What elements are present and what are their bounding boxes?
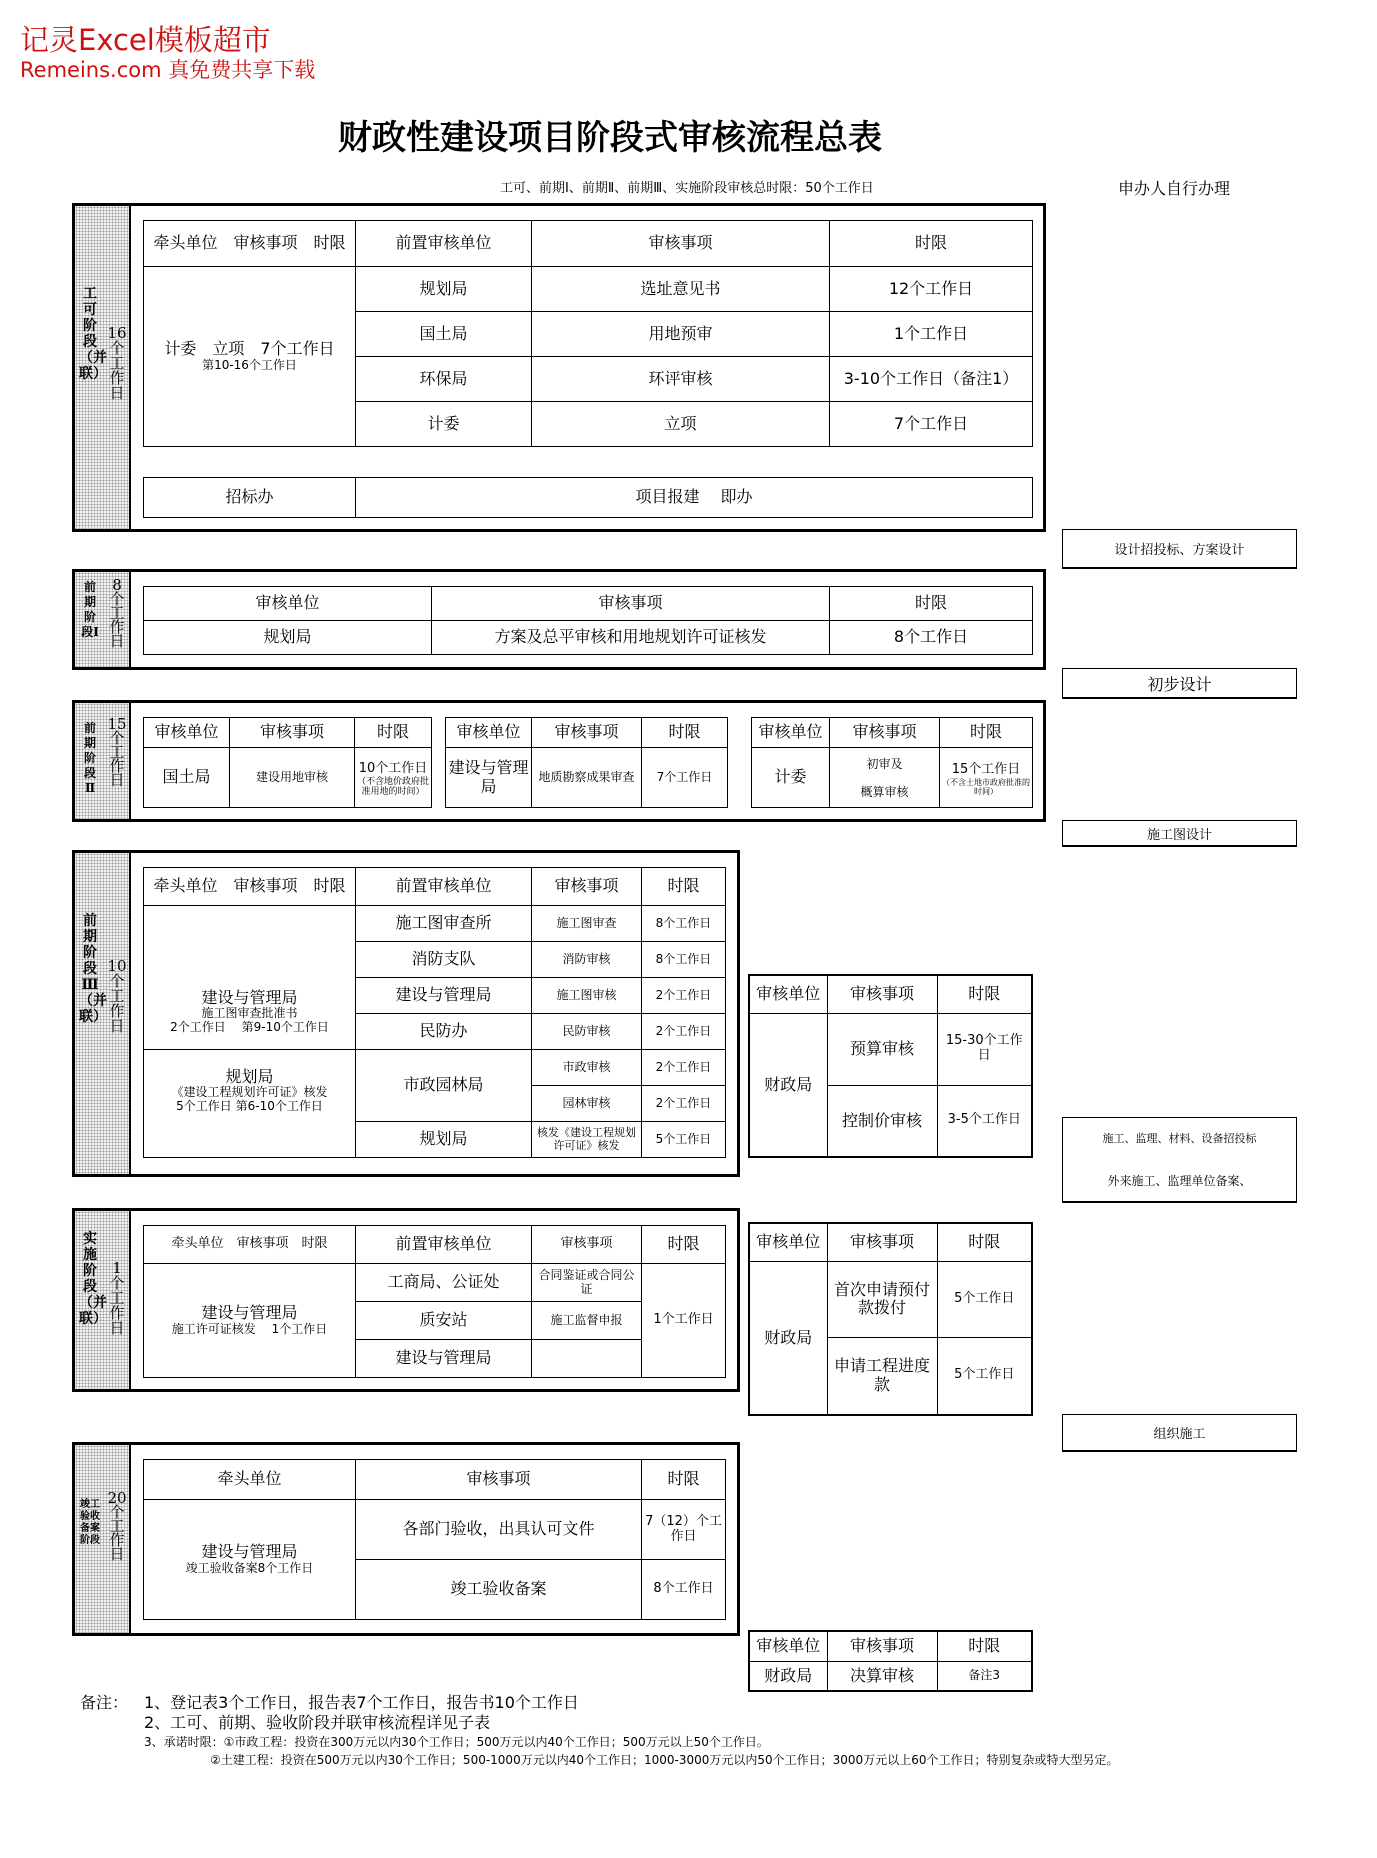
table-cell: 消防支队 (356, 942, 532, 978)
stage4-label: 前期阶段Ⅲ（并联） (79, 913, 107, 1025)
header-lead: 牵头单位 审核事项 时限 (144, 221, 356, 267)
stage4-table (143, 867, 726, 1158)
side-box-construction-drawing: 施工图设计 (1062, 820, 1297, 847)
total-time-summary: 工可、前期Ⅰ、前期Ⅱ、前期Ⅲ、实施阶段审核总时限：50个工作日 (500, 181, 874, 196)
stage3-table-3 (751, 717, 1033, 808)
table-header-cell: 审核事项 (827, 1223, 937, 1261)
stage3-days: 15个工作日 (107, 715, 127, 789)
note-4: ②土建工程：投资在500万元以内30个工作日；500-1000万元以内40个工作日；1000-3000万元以内50个工作日；3000万元以上60个工作日；特别复杂或特大型另定。 (210, 1753, 1119, 1767)
table-cell: 地质勘察成果审查 (532, 748, 642, 808)
table-cell: 申请工程进度款 (827, 1337, 937, 1415)
table-cell: 环保局 (356, 357, 532, 402)
stage6-section (72, 1442, 740, 1636)
stage1-lead-cell: 计委 立项 7个工作日 第10-16个工作日 (144, 267, 356, 447)
table-cell: 各部门验收，出具认可文件 (356, 1500, 642, 1560)
table-cell: 环评审核 (532, 357, 830, 402)
table-cell: 核发《建设工程规划许可证》核发 (532, 1122, 642, 1158)
table-cell: 计委 (752, 748, 830, 808)
table-header-cell: 审核单位 (752, 718, 830, 748)
stage4-section (72, 850, 740, 1177)
table-cell: 15个工作日 （不含土地市政府批准的时间） (940, 748, 1033, 808)
table-header-cell: 审核单位 (144, 587, 432, 621)
header-pre-unit: 前置审核单位 (356, 221, 532, 267)
table-header-cell: 审核事项 (830, 718, 940, 748)
table-cell (532, 1340, 642, 1378)
table-cell: 首次申请预付款拨付 (827, 1261, 937, 1337)
stage6-lead-cell: 建设与管理局 竣工验收备案8个工作日 (144, 1500, 356, 1620)
notes-label: 备注： (80, 1693, 129, 1712)
table-cell: 财政局 (749, 1261, 827, 1415)
table-cell: 规划局 (356, 1122, 532, 1158)
table-cell: 建设与管理局 (446, 748, 532, 808)
table-cell: 决算审核 (827, 1661, 937, 1691)
stage6-finance-table (748, 1630, 1033, 1692)
side-box-preliminary-design: 初步设计 (1062, 668, 1297, 699)
stage1-section (72, 203, 1046, 532)
side-box-bidding-line2: 外来施工、监理单位备案、 (1107, 1174, 1252, 1188)
table-header-cell: 牵头单位 (144, 1460, 356, 1500)
table-cell: 1个工作日 (830, 312, 1033, 357)
stage3-section (72, 700, 1046, 822)
table-header-cell: 时限 (937, 1223, 1032, 1261)
table-header-cell: 审核单位 (144, 718, 230, 748)
table-cell: 规划局 (356, 267, 532, 312)
table-cell: 规划局 (144, 621, 432, 655)
table-cell: 7个工作日 (642, 748, 728, 808)
stage2-label: 前期阶段Ⅰ (81, 580, 99, 639)
table-cell: 5个工作日 (937, 1337, 1032, 1415)
table-header-cell: 审核单位 (446, 718, 532, 748)
table-cell: 初审及 概算审核 (830, 748, 940, 808)
stage1-table (143, 220, 1033, 447)
table-cell: 质安站 (356, 1302, 532, 1340)
table-cell: 竣工验收备案 (356, 1560, 642, 1620)
stage1-label: 工可阶段（并联） (79, 286, 107, 382)
note-1: 1、登记表3个工作日，报告表7个工作日，报告书10个工作日 (144, 1693, 579, 1712)
side-box-organize-construction: 组织施工 (1062, 1414, 1297, 1452)
table-header-cell: 审核事项 (827, 1631, 937, 1661)
side-box-design-bidding: 设计招投标、方案设计 (1062, 529, 1297, 569)
table-cell: 8个工作日 (830, 621, 1033, 655)
header-item: 审核事项 (532, 221, 830, 267)
stage2-table (143, 586, 1033, 655)
table-cell: 方案及总平审核和用地规划许可证核发 (432, 621, 830, 655)
table-cell: 建设用地审核 (230, 748, 355, 808)
table-cell: 3-5个工作日 (937, 1085, 1032, 1157)
table-cell: 10个工作日 （不含地价政府批准用地的时间） (355, 748, 432, 808)
header-pre-unit: 前置审核单位 (356, 1226, 532, 1264)
stage5-label: 实施阶段（并联） (79, 1231, 107, 1327)
note-2: 2、工可、前期、验收阶段并联审核流程详见子表 (144, 1713, 491, 1732)
table-cell: 5个工作日 (937, 1261, 1032, 1337)
header-time: 时限 (642, 1226, 726, 1264)
table-cell: 施工监督申报 (532, 1302, 642, 1340)
header-lead: 牵头单位 审核事项 时限 (144, 1226, 356, 1264)
table-cell: 合同鉴证或合同公证 (532, 1264, 642, 1302)
header-lead: 牵头单位 审核事项 时限 (144, 868, 356, 906)
table-cell: 建设与管理局 (356, 978, 532, 1014)
page-title: 财政性建设项目阶段式审核流程总表 (338, 118, 882, 158)
stage3-label: 前期阶段Ⅱ (83, 721, 96, 795)
table-header-cell: 时限 (830, 587, 1033, 621)
table-header-cell: 审核事项 (356, 1460, 642, 1500)
table-cell: 7个工作日 (830, 402, 1033, 447)
table-header-cell: 时限 (355, 718, 432, 748)
note-3: 3、承诺时限：①市政工程：投资在300万元以内30个工作日；500万元以内40个工作日；500万元以上50个工作日。 (144, 1735, 769, 1749)
stage5-table (143, 1225, 726, 1378)
table-header-cell: 时限 (642, 718, 728, 748)
table-header-cell: 审核单位 (749, 975, 827, 1013)
stage6-days: 20个工作日 (107, 1489, 127, 1563)
header-item: 审核事项 (532, 868, 642, 906)
table-cell: 消防审核 (532, 942, 642, 978)
stage6-table (143, 1459, 726, 1620)
table-cell: 15-30个工作日 (937, 1013, 1032, 1085)
stage5-days: 1个工作日 (109, 1259, 125, 1337)
stage4-finance-table (748, 974, 1033, 1158)
table-cell: 用地预审 (532, 312, 830, 357)
stage2-section (72, 569, 1046, 670)
notes-block (80, 1693, 1118, 1769)
header-pre-unit: 前置审核单位 (356, 868, 532, 906)
table-cell: 施工图审查 (532, 906, 642, 942)
table-header-cell: 审核单位 (749, 1223, 827, 1261)
table-cell: 12个工作日 (830, 267, 1033, 312)
table-cell: 备注3 (937, 1661, 1032, 1691)
side-box-bidding-filing (1062, 1117, 1297, 1203)
table-header-cell: 审核单位 (749, 1631, 827, 1661)
table-cell: 工商局、公证处 (356, 1264, 532, 1302)
stage4-days: 10个工作日 (107, 957, 127, 1035)
table-cell: 控制价审核 (827, 1085, 937, 1157)
table-cell: 2个工作日 (642, 1086, 726, 1122)
table-cell: 7（12）个工作日 (642, 1500, 726, 1560)
bid-item-cell: 项目报建 即办 (356, 478, 1033, 518)
table-header-cell: 时限 (642, 1460, 726, 1500)
table-cell: 园林审核 (532, 1086, 642, 1122)
self-handle-note: 申办人自行办理 (1118, 179, 1231, 198)
stage4-lead-cell-1: 建设与管理局 施工图审查批准书 2个工作日 第9-10个工作日 (144, 906, 356, 1050)
table-header-cell: 审核事项 (432, 587, 830, 621)
stage6-label: 竣工验收备案阶段 (80, 1499, 100, 1546)
stage3-table-1 (143, 717, 432, 808)
table-cell: 国土局 (144, 748, 230, 808)
table-header-cell: 审核事项 (532, 718, 642, 748)
table-cell: 5个工作日 (642, 1122, 726, 1158)
table-cell: 民防办 (356, 1014, 532, 1050)
table-cell: 计委 (356, 402, 532, 447)
table-cell: 8个工作日 (642, 1560, 726, 1620)
table-cell: 市政园林局 (356, 1050, 532, 1122)
table-header-cell: 时限 (940, 718, 1033, 748)
table-cell: 施工图审查所 (356, 906, 532, 942)
stage3-table-2 (445, 717, 728, 808)
watermark-line2: Remeins.com 真免费共享下载 (20, 58, 316, 82)
table-cell: 国土局 (356, 312, 532, 357)
table-cell: 建设与管理局 (356, 1340, 532, 1378)
table-cell: 8个工作日 (642, 906, 726, 942)
watermark-line1: 记灵Excel模板超市 (20, 23, 271, 57)
table-cell: 2个工作日 (642, 1050, 726, 1086)
table-cell: 3-10个工作日（备注1） (830, 357, 1033, 402)
stage5-finance-table (748, 1222, 1033, 1416)
table-cell: 施工图审核 (532, 978, 642, 1014)
bid-office-cell: 招标办 (144, 478, 356, 518)
header-time: 时限 (642, 868, 726, 906)
table-cell: 选址意见书 (532, 267, 830, 312)
table-header-cell: 审核事项 (827, 975, 937, 1013)
header-item: 审核事项 (532, 1226, 642, 1264)
table-header-cell: 时限 (937, 1631, 1032, 1661)
table-cell: 8个工作日 (642, 942, 726, 978)
table-header-cell: 审核事项 (230, 718, 355, 748)
table-cell: 2个工作日 (642, 1014, 726, 1050)
table-cell: 市政审核 (532, 1050, 642, 1086)
table-cell: 预算审核 (827, 1013, 937, 1085)
stage4-lead-cell-2: 规划局 《建设工程规划许可证》核发 5个工作日 第6-10个工作日 (144, 1050, 356, 1158)
stage5-lead-cell: 建设与管理局 施工许可证核发 1个工作日 (144, 1264, 356, 1378)
table-header-cell: 时限 (937, 975, 1032, 1013)
stage1-days: 16个工作日 (107, 324, 127, 402)
table-cell: 民防审核 (532, 1014, 642, 1050)
side-box-bidding-line1: 施工、监理、材料、设备招投标 (1102, 1132, 1257, 1145)
table-cell: 2个工作日 (642, 978, 726, 1014)
stage5-section (72, 1208, 740, 1392)
stage1-bid-table (143, 477, 1033, 518)
stage5-time-cell: 1个工作日 (642, 1264, 726, 1378)
table-cell: 财政局 (749, 1013, 827, 1157)
stage2-days: 8个工作日 (109, 576, 125, 650)
header-time: 时限 (830, 221, 1033, 267)
table-cell: 立项 (532, 402, 830, 447)
table-cell: 财政局 (749, 1661, 827, 1691)
